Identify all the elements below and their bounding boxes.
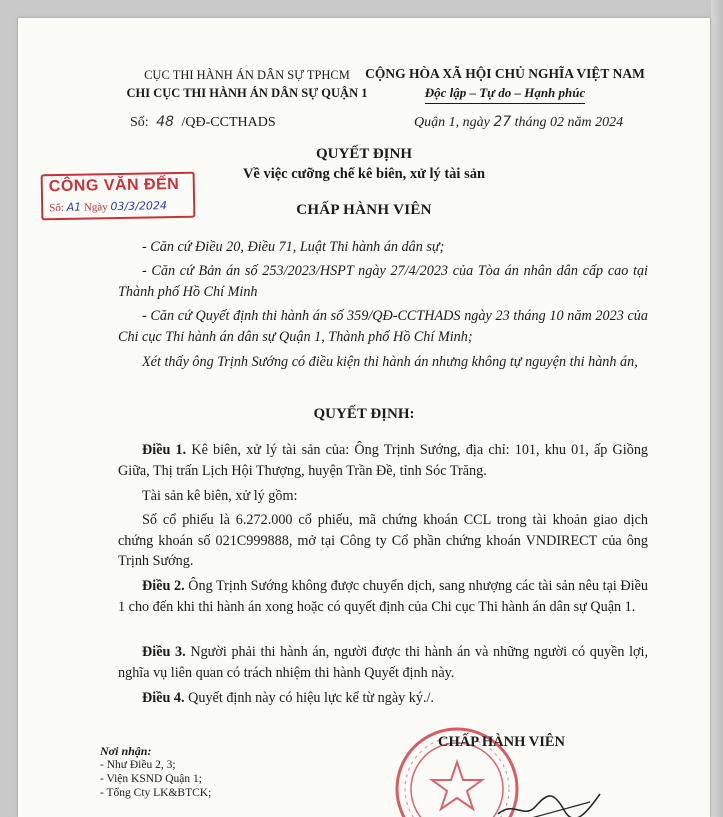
document-page (18, 18, 710, 817)
scan-edge (711, 0, 723, 817)
article-3: Điều 3. Người phải thi hành án, người được thi hành án và những người có quyền lợi, nghĩa vụ liên quan có trách nhiệm thi hành Quyết định này. (118, 644, 649, 681)
article-4: Điều 4. Quyết định này có hiệu lực kể từ ngày ký./. (142, 690, 434, 706)
assets-intro: Tài sản kê biên, xử lý gồm: (142, 488, 298, 504)
article-2: Điều 2. Ông Trịnh Sướng không được chuyển dịch, sang nhượng các tài sản nêu tại Điều 1 cho đến khi thi hành án xong hoặc có quyết định của Chi cục Thi hành án dân sự Quận 1. (118, 578, 648, 615)
agency-line-2: CHI CỤC THI HÀNH ÁN DÂN SỰ QUẬN 1 (126, 86, 368, 100)
recipient-item: - Viện KSND Quận 1; (100, 773, 202, 785)
agency-header (122, 66, 372, 102)
recipients-heading: Nơi nhận: (100, 744, 152, 758)
agency-line-1: CỤC THI HÀNH ÁN DÂN SỰ TPHCM (144, 68, 350, 82)
assets-detail: Số cổ phiếu là 6.272.000 cổ phiếu, mã chứng khoán CCL trong tài khoản giao dịch chứng khoán số 021C999888, mở tại Công ty Cổ phần chứng khoán VNDIRECT của ông Trịnh Sướng. (118, 512, 648, 569)
authority-title: CHẤP HÀNH VIÊN (296, 202, 432, 218)
nation-motto: Độc lập – Tự do – Hạnh phúc (425, 83, 586, 104)
document-number-value: 48 (156, 114, 175, 130)
decision-title: QUYẾT ĐỊNH (316, 146, 412, 162)
recipient-item: - Tổng Cty LK&BTCK; (100, 787, 212, 799)
nation-line-1: CỘNG HÒA XÃ HỘI CHỦ NGHĨA VIỆT NAM (365, 66, 645, 81)
document-date: Quận 1, ngày 27 tháng 02 năm 2024 (414, 114, 624, 130)
document-number: Số: 48 /QĐ-CCTHADS (130, 114, 276, 130)
stamp-title: CÔNG VĂN ĐẾN (48, 175, 180, 196)
preamble-4: Xét thấy ông Trịnh Sướng có điều kiện thi hành án nhưng không tự nguyện thi hành án, (142, 354, 638, 370)
article-1: Điều 1. Kê biên, xử lý tài sản của: Ông Trịnh Sướng, địa chỉ: 101, khu 01, ấp Giồng Giữa, Thị trấn Lịch Hội Thượng, huyện Trần Đề, tỉnh Sóc Trăng. (118, 442, 649, 479)
stamp-date: 03/3/2024 (110, 199, 167, 214)
signer-title: CHẤP HÀNH VIÊN (438, 734, 566, 750)
decides-heading: QUYẾT ĐỊNH: (313, 406, 415, 422)
national-header (360, 64, 650, 104)
handwritten-signature-icon (494, 780, 604, 817)
preamble-1: - Căn cứ Điều 20, Điều 71, Luật Thi hành án dân sự; (142, 239, 445, 255)
recipients-block (100, 744, 211, 800)
recipient-item: - Như Điều 2, 3; (100, 759, 176, 771)
preamble-2: - Căn cứ Bản án số 253/2023/HSPT ngày 27/4/2023 của Tòa án nhân dân cấp cao tại Thành phố Hồ Chí Minh (118, 263, 648, 300)
stamp-details: Số: A1 Ngày 03/3/2024 (49, 199, 167, 215)
document-date-day: 27 (493, 114, 512, 130)
preamble-3: - Căn cứ Quyết định thi hành án số 359/QĐ-CCTHADS ngày 23 tháng 10 năm 2023 của Chi cục Thi hành án dân sự Quận 1, Thành phố Hồ Chí Minh; (118, 308, 648, 345)
stamp-number: A1 (66, 200, 82, 214)
decision-subject: Về việc cưỡng chế kê biên, xử lý tài sản (242, 166, 486, 182)
